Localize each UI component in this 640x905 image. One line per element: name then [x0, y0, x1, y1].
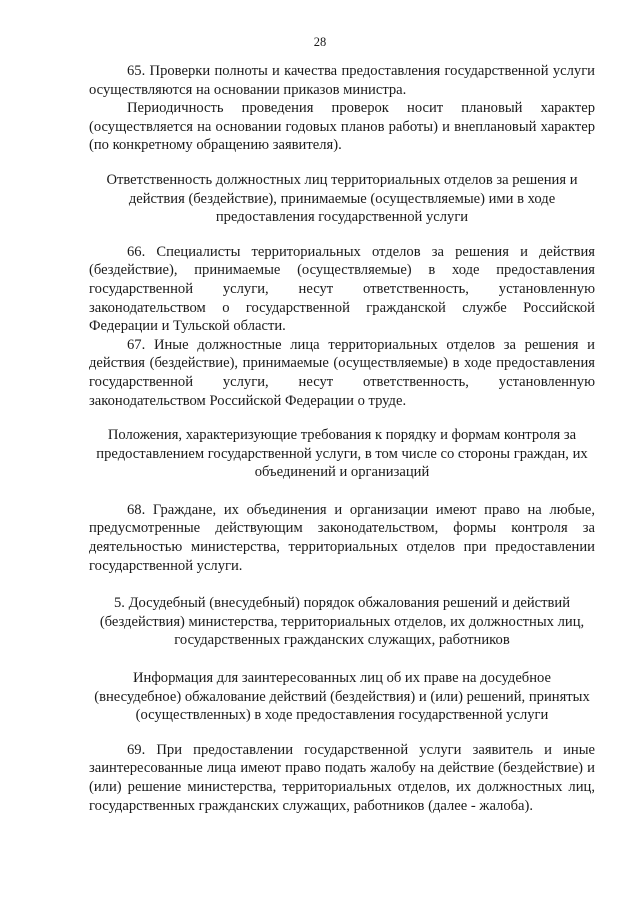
heading-section-5: 5. Досудебный (внесудебный) порядок обжалования решений и действий (бездействия) министерства, территориальных отделов, их должностных лиц, государственных гражданских служащих, работников: [99, 595, 585, 649]
heading-responsibility: Ответственность должностных лиц территориальных отделов за решения и действия (бездействие), принимаемые (осуществляемые) ими в ходе предоставления государственной услуги: [106, 171, 578, 226]
paragraph-65-periodicity: Периодичность проведения проверок носит плановый характер (осуществляется на основании годовых планов работы) и внеплановый характер (по конкретному обращению заявителя).: [89, 100, 595, 154]
paragraph-69: 69. При предоставлении государственной услуги заявитель и иные заинтересованные лица имеют право подать жалобу на действие (бездействие) и (или) решение министерства, территориальных отделов, их должностных лиц, государственных гражданских служащих, работников (далее - жалоба).: [89, 741, 595, 814]
document-body: [89, 62, 595, 815]
heading-information: Информация для заинтересованных лиц об их праве на досудебное (внесудебное) обжалование действий (бездействия) и (или) решений, принятых (осуществленных) в ходе предоставления государственной услуги: [94, 670, 590, 724]
paragraph-68: 68. Граждане, их объединения и организации имеют право на любые, предусмотренные действующим законодательством, формы контроля за деятельностью министерства, территориальных отделов при предоставлении государственной услуги.: [89, 501, 595, 574]
heading-control: Положения, характеризующие требования к порядку и формам контроля за предоставлением государственной услуги, в том числе со стороны граждан, их объединений и организаций: [96, 427, 588, 481]
page-number: 28: [313, 35, 327, 49]
paragraph-67: 67. Иные должностные лица территориальных отделов за решения и действия (бездействие), принимаемые (осуществляемые) в ходе предоставления государственной услуги, несут ответственность, установленную законодательством Российской Федерации о труде.: [89, 336, 595, 409]
paragraph-65: 65. Проверки полноты и качества предоставления государственной услуги осуществляются на основании приказов министра.: [89, 63, 595, 98]
paragraph-66: 66. Специалисты территориальных отделов за решения и действия (бездействие), принимаемые (осуществляемые) в ходе предоставления государственной услуги, несут ответственность, установленную законодательством о государственной гражданской службе Российской Федерации и Тульской области.: [89, 243, 595, 335]
